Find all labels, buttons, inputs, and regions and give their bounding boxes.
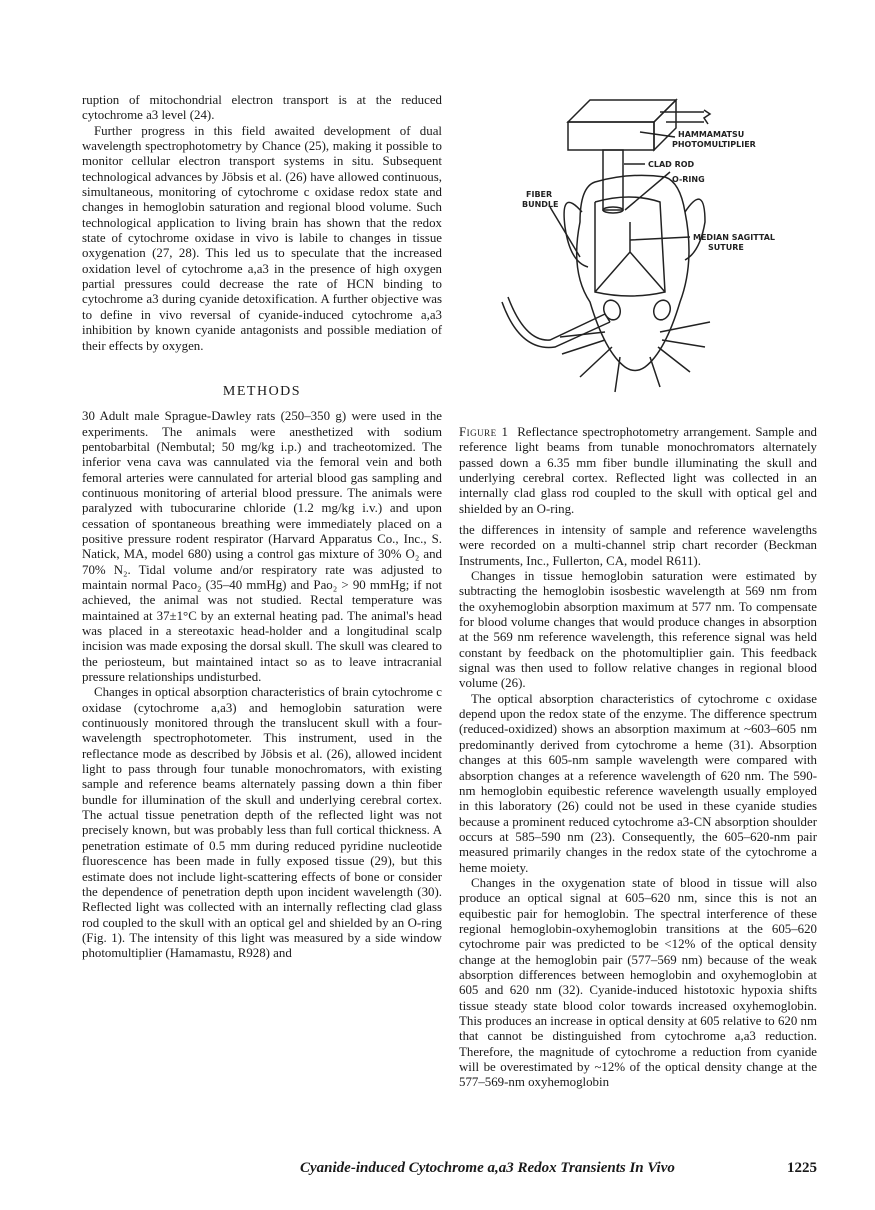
left-column — [82, 93, 442, 962]
paragraph: Further progress in this field awaited development of dual wavelength spectrophotometry by Chance (25), making it possible to monitor cellular electron transport systems in situ. Subsequent technological advances by Jöbsis et al. (26) have allowed continuous, simultaneous, monitoring of cytochrome c oxidase redox state and changes in hemoglobin saturation and regional blood volume. Such technological application to living brain has shown that the redox state of cytochrome oxidase in vivo is labile to changes in tissue oxygenation (27, 28). This led us to speculate that the increased oxidation level of cytochrome a,a3 in the presence of high oxygen partial pressures could decrease the rate of HCN binding to cytochrome a3 during cyanide detoxification. A further objective was to define in vivo reversal of cyanide-induced cytochrome a,a3 inhibition by known cyanide antagonists and possible mediation of their effects by oxygen. — [82, 123, 442, 353]
right-column — [459, 523, 817, 1091]
figure-caption — [459, 425, 817, 517]
paragraph: Changes in optical absorption characteristics of brain cytochrome c oxidase (cytochrome a,a3) and hemoglobin saturation were continuously monitored through the translucent skull with a four-wavelength spectrophotometer. This instrument, used in the reflectance mode as described by Jöbsis et al. (26), allowed incident light to pass through four tunable monochromators, with existing sample and reference beams alternately passing down a thin fiber bundle for illumination of the skull and underlying cerebral cortex. The actual tissue penetration depth of the reflected light was not precisely known, but was probably less than full cortical thickness. A penetration estimate of 0.5 mm during reduced pyridine nucleotide fluorescence has been made in fully exposed tissue (29), but this estimate does not include light-scattering effects of bone or consider the dependence of penetration depth upon incident wavelength (30). Reflected light was collected with an internally reflecting clad glass rod coupled to the skull with an optical gel and shielded by an O-ring (Fig. 1). The intensity of this light was measured by a side window photomultiplier (Hamamastu, R928) and — [82, 685, 442, 961]
figure-1-rat-diagram — [500, 92, 790, 412]
label-hammamatsu: HAMMAMATSU — [678, 130, 745, 139]
paragraph: 30 Adult male Sprague-Dawley rats (250–350 g) were used in the experiments. The animals were anesthetized with sodium pentobarbital (Nembutal; 50 mg/kg i.p.) and tracheotomized. The inferior vena cava was cannulated via the femoral vein and both femoral arteries were cannulated for arterial blood gas sampling and continuous monitoring of arterial blood pressure. The animals were paralyzed with tubocurarine chloride (1.2 mg/kg i.v.) and upon cessation of spontaneous breathing were immediately placed on a positive pressure rodent respirator (Harvard Apparatus Co., Inc., S. Natick, MA, model 680) using a control gas mixture of 30% O₂ and 70% N₂. Tidal volume and/or respiratory rate was adjusted to maintain normal Paco₂ (35–40 mmHg) and Pao₂ > 90 mmHg; if not achieved, the animal was not studied. Rectal temperature was maintained at 37±1°C by an external heating pad. The animal's head was placed in a stereotaxic head-holder and a longitudinal scalp incision was made exposing the dorsal skull. The skull was cleared to the periosteum, but maintained intact so as to leave intracranial pressure relationships undisturbed. — [82, 409, 442, 685]
caption-text: Reflectance spectrophotometry arrangement. Sample and reference light beams from tunable monochromators alternately passed down a 6.35 mm fiber bundle illuminating the skull and underlying cerebral cortex. Reflected light was collected in an internally clad glass rod coupled to the skull with optical gel and shielded by an O-ring. — [459, 425, 817, 516]
paragraph: Changes in the oxygenation state of blood in tissue will also produce an optical signal at 605–620 nm, since this is not an equibestic pair for hemoglobin. The spectral interference of these regional hemoglobin-oxyhemoglobin transitions at the 605–620 cytochrome pair was predicted to be <12% of the optical density change at the hemoglobin pair (577–569 nm) because of the weak absorption differences between hemoglobin and oxyhemoglobin at 605 and 620 nm (32). Cyanide-induced histotoxic hypoxia shifts tissue steady state blood color towards increased oxyhemoglobin. This produces an increase in optical density at 605 relative to 620 nm that cannot be distinguished from cytochrome a,a3 reduction. Therefore, the magnitude of cytochrome a reduction from cyanide will be overestimated by ~12% of the optical density change at the 577–569-nm oxyhemoglobin — [459, 875, 817, 1090]
running-title: Cyanide-induced Cytochrome a,a3 Redox Transients In Vivo — [300, 1160, 675, 1176]
paragraph: The optical absorption characteristics of cytochrome c oxidase depend upon the redox state of the enzyme. The difference spectrum (reduced-oxidized) shows an absorption maximum at ~603–605 nm predominantly derived from cytochrome a heme (31). Absorption changes at this 605-nm sample wavelength were compared with absorption changes at a reference wavelength of 620 nm. The 590-nm hemoglobin equibestic reference wavelength usually employed in this laboratory (26) could not be used in these cyanide studies because a prominent reduced cytochrome a3-CN absorption shoulder occurs at 585–590 nm (23). Consequently, the 605–620-nm pair measured primarily changes in the redox state of the cytochrome a heme moiety. — [459, 691, 817, 875]
paragraph: ruption of mitochondrial electron transport is at the reduced cytochrome a3 level (24). — [82, 93, 442, 123]
label-suture: SUTURE — [708, 243, 744, 252]
label-o-ring: O-RING — [672, 175, 705, 184]
page-number: 1225 — [787, 1160, 817, 1176]
section-heading-methods: METHODS — [222, 383, 302, 399]
label-fiber: FIBER — [526, 190, 553, 199]
photomultiplier-box — [568, 122, 654, 150]
caption-label: Figure 1 — [459, 425, 509, 439]
paragraph: the differences in intensity of sample and reference wavelengths were recorded on a multi-channel strip chart recorder (Beckman Instruments, Inc., Fullerton, CA, model R611). — [459, 523, 817, 568]
label-median-sagittal: MEDIAN SAGITTAL — [693, 233, 775, 242]
clad-rod — [603, 150, 623, 210]
label-bundle: BUNDLE — [522, 200, 559, 209]
paragraph: Changes in tissue hemoglobin saturation were estimated by subtracting the hemoglobin isosbestic wavelength at 569 nm from the oxyhemoglobin absorption maximum at 577 nm. To compensate for blood volume changes that would produce changes in absorption at the 569 nm reference wavelength, this reference signal was held constant by feedback on the photomultiplier gain. This feedback signal was then used to follow relative changes in regional blood volume (26). — [459, 569, 817, 691]
label-photomultiplier: PHOTOMULTIPLIER — [672, 140, 756, 149]
page-footer — [300, 1160, 817, 1177]
label-clad-rod: CLAD ROD — [648, 160, 695, 169]
